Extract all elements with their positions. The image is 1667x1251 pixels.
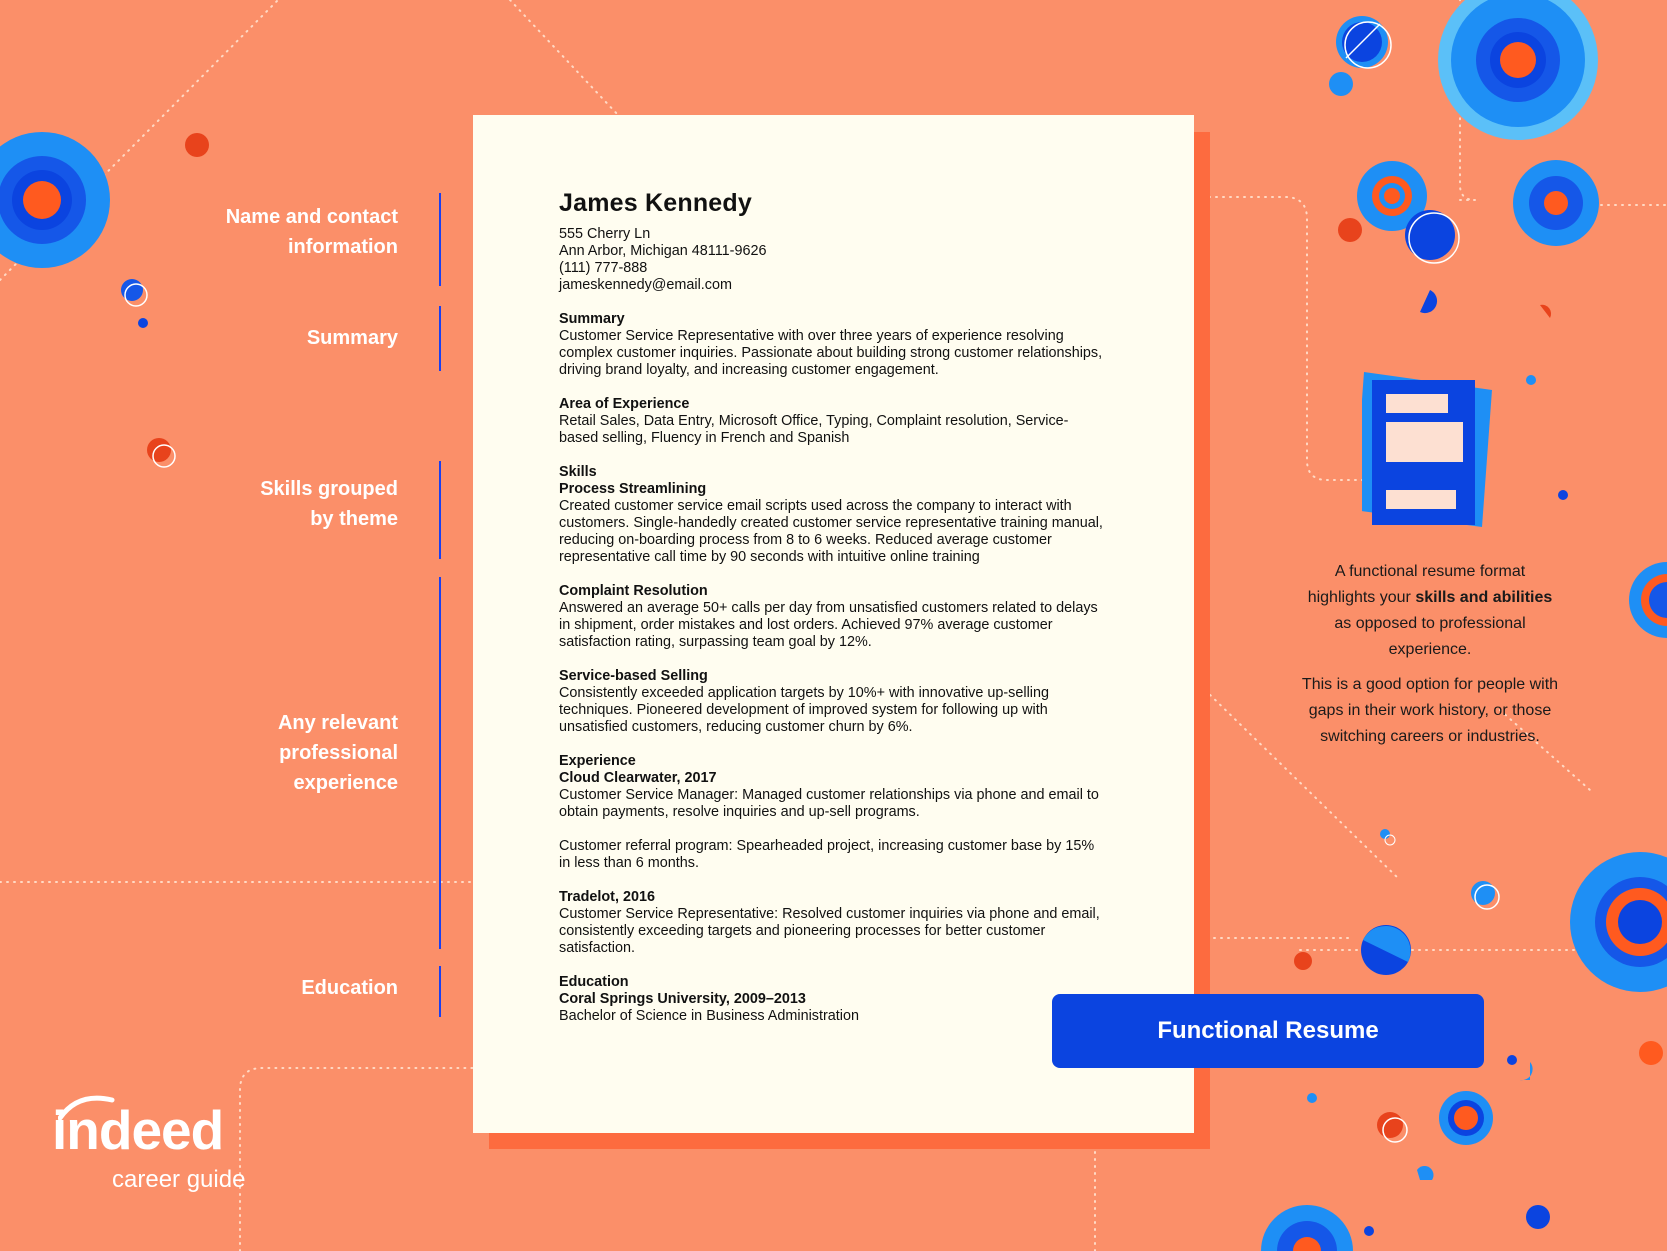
- summary-section: [559, 311, 1154, 379]
- logo-subtitle: career guide: [112, 1166, 246, 1193]
- logo-wordmark: indeed: [52, 1099, 224, 1161]
- description-text: as opposed to professional experience.: [1334, 615, 1526, 658]
- job-section: [559, 889, 1154, 957]
- label-line: Education: [301, 977, 398, 999]
- contact-phone: (111) 777-888: [559, 260, 648, 276]
- area-heading: Area of Experience: [559, 396, 690, 412]
- label-line: Name and contact: [225, 206, 398, 228]
- summary-text: Customer Service Representative with over three years of experience resolving complex customer inquiries. Passionate about building strong customer relationships, driving brand loyalty, and increasing customer engagement.: [559, 328, 1103, 378]
- job-text: Customer referral program: Spearheaded project, increasing customer base by 15% in less than 6 months.: [559, 838, 1095, 871]
- skill-text: Created customer service email scripts used across the company to interact with customers. Single-handedly created customer service representative training manual, reducing on-boarding process from 8 to 6 weeks. Reduced average customer representative call time by 90 seconds with intuitive online training: [559, 498, 1103, 565]
- skill-heading: Process Streamlining: [559, 481, 707, 497]
- label-name-contact: [226, 202, 398, 262]
- label-experience: [278, 708, 398, 798]
- indeed-logo: [52, 1098, 282, 1198]
- description: [1300, 559, 1560, 759]
- label-line: experience: [293, 772, 398, 794]
- label-summary: [307, 323, 398, 353]
- degree-text: Bachelor of Science in Business Administration: [559, 1008, 859, 1024]
- summary-heading: Summary: [559, 311, 625, 327]
- skill-text: Answered an average 50+ calls per day from unsatisfied customers related to delays in shipment, order mistakes and lost orders. Achieved 97% average customer satisfaction rating, surpassing team goal by 12%.: [559, 600, 1098, 650]
- label-line: Any relevant: [277, 712, 398, 734]
- contact-city: Ann Arbor, Michigan 48111-9626: [559, 243, 767, 259]
- label-line: Summary: [306, 327, 398, 349]
- description-emphasis: skills and abilities: [1415, 589, 1553, 606]
- description-paragraph: [1300, 559, 1560, 663]
- skill-text: Consistently exceeded application targets by 10%+ with innovative up-selling techniques. Pioneered development of improved system for following up with unsatisfied customers, reducing customer churn by 6%.: [559, 685, 1049, 735]
- skill-section: [559, 583, 1154, 651]
- bracket-education: [439, 966, 441, 1017]
- description-paragraph: This is a good option for people with gaps in their work history, or those switching careers or industries.: [1301, 676, 1559, 745]
- job-heading: Tradelot, 2016: [559, 889, 655, 905]
- resume-name: James Kennedy: [559, 189, 752, 217]
- experience-section: [559, 753, 1154, 821]
- resume-document-icon: [1362, 372, 1497, 527]
- school-heading: Coral Springs University, 2009–2013: [559, 991, 806, 1007]
- job-heading: Cloud Clearwater, 2017: [559, 770, 717, 786]
- area-section: [559, 396, 1154, 447]
- bracket-skills: [439, 461, 441, 559]
- label-line: professional: [279, 742, 398, 764]
- bracket-name-contact: [439, 193, 441, 286]
- area-text: Retail Sales, Data Entry, Microsoft Office, Typing, Complaint resolution, Service-based selling, Fluency in French and Spanish: [559, 413, 1069, 446]
- job-text: Customer Service Representative: Resolved customer inquiries via phone and email, consistently exceeding targets and pioneering processes for better customer satisfaction.: [559, 906, 1100, 956]
- label-line: Skills grouped: [260, 478, 398, 500]
- bracket-summary: [439, 306, 441, 371]
- skills-section: [559, 464, 1154, 566]
- label-skills: [260, 474, 398, 534]
- education-heading: Education: [559, 974, 629, 990]
- label-education: [301, 973, 398, 1003]
- resume-paper: [473, 115, 1194, 1133]
- experience-heading: Experience: [559, 753, 636, 769]
- contact-address: 555 Cherry Ln: [559, 226, 651, 242]
- skills-heading: Skills: [559, 464, 597, 480]
- job-detail: [559, 838, 1154, 872]
- skill-heading: Complaint Resolution: [559, 583, 708, 599]
- skill-heading: Service-based Selling: [559, 668, 708, 684]
- functional-resume-title: Functional Resume: [1052, 994, 1484, 1068]
- skill-section: [559, 668, 1154, 736]
- job-text: Customer Service Manager: Managed customer relationships via phone and email to obtain payments, resolve inquiries and up-sell programs.: [559, 787, 1099, 820]
- contact-block: [559, 226, 1154, 294]
- bracket-experience: [439, 577, 441, 949]
- label-line: information: [288, 236, 398, 258]
- description-text: A functional resume format highlights your: [1307, 563, 1526, 606]
- label-line: by theme: [310, 508, 398, 530]
- contact-email: jameskennedy@email.com: [559, 277, 732, 293]
